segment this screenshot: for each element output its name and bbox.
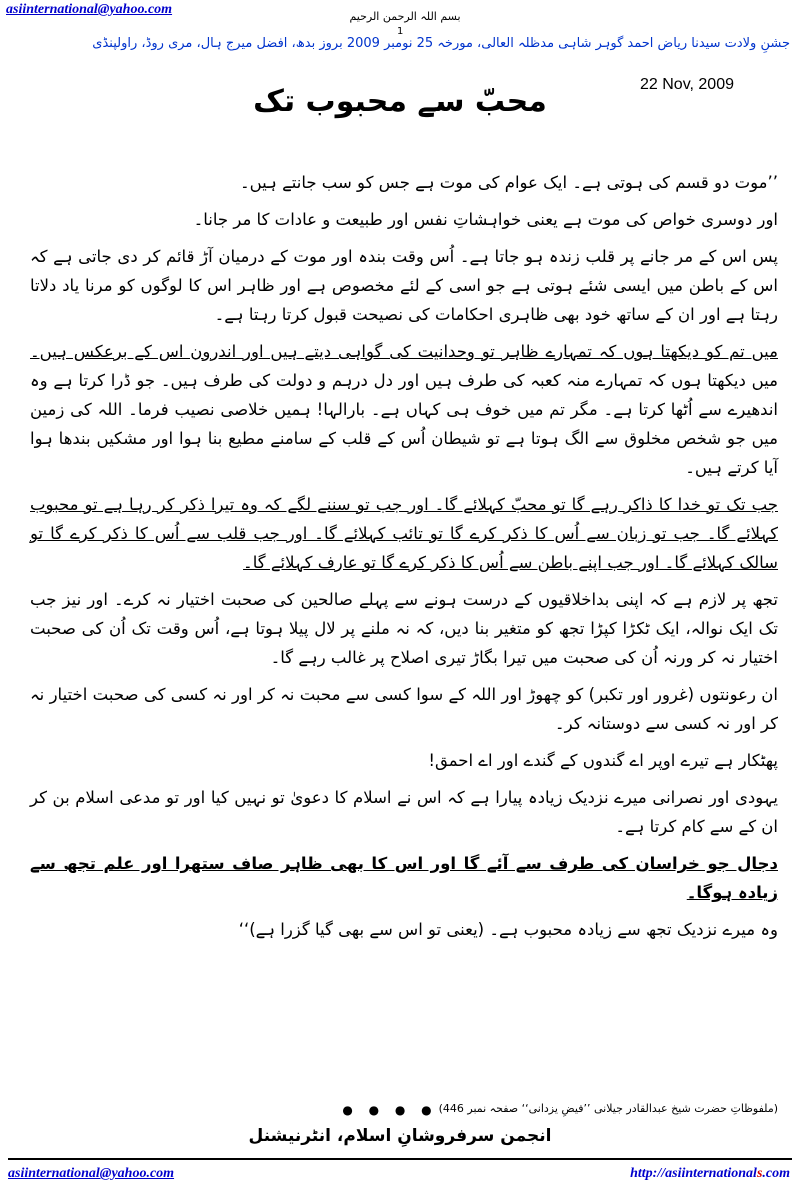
page-number: 1 [397, 26, 404, 37]
paragraph-8: پھٹکار ہے تیرے اوپر اے گندوں کے گندے اور اے احمق! [428, 751, 778, 770]
paragraph-5: جب تک تو خدا کا ذاکر رہے گا تو محبّ کہلائے گا۔ اور جب تو سننے لگے کہ وہ تیرا ذکر کر رہا ہے تو محبوب کہلائے گا۔ جب تو زبان سے اُس کا ذکر کرے گا تو تائب کہلائے گا۔ اور جب قلب سے اُس کا ذکر کرے گا تو سالک کہلائے گا۔ اور جب اپنے باطن سے اُس کا ذکر کرے گا تو عارف کہلائے گا۔ [30, 495, 778, 572]
occasion-line: جشنِ ولادت سیدنا ریاض احمد گوہر شاہی مدظلہ العالی، مورخہ 25 نومبر 2009 بروز بدھ، افضل میرج ہال، مری روڈ، راولپنڈی [92, 36, 790, 51]
footer-divider [8, 1158, 792, 1160]
paragraph-10: دجال جو خراسان کی طرف سے آئے گا اور اس کا بھی ظاہر صاف ستھرا اور علم تجھ سے زیادہ ہوگا۔ [30, 854, 778, 902]
paragraph-7: ان رعونتوں (غرور اور تکبر) کو چھوڑ اور اللہ کے سوا کسی سے محبت نہ کر اور نہ کسی کی صحبت اختیار نہ کر اور نہ کسی سے دوستانہ کر۔ [30, 685, 778, 733]
website-text-highlight: s [756, 1166, 763, 1181]
paragraph-4-underlined: میں تم کو دیکھتا ہوں کہ تمہارے ظاہر تو وحدانیت کی گواہی دیتے ہیں اور اندرون اس کے برعکس ہیں۔ [30, 342, 778, 361]
paragraph-9: یہودی اور نصرانی میرے نزدیک زیادہ پیارا ہے کہ اس نے اسلام کا دعویٰ تو نہیں کیا اور تو مدعی اسلام بن کر ان کے سے کام کرتا ہے۔ [30, 788, 778, 836]
footer-organization: انجمن سرفروشانِ اسلام، انٹرنیشنل [248, 1126, 552, 1146]
website-text-end: .com [762, 1166, 790, 1181]
page-title: محبّ سے محبوب تک [253, 84, 547, 119]
footer-website-link[interactable] [520, 1166, 790, 1182]
document-date: 22 Nov, 2009 [640, 76, 734, 93]
paragraph-11: وہ میرے نزدیک تجھ سے زیادہ محبوب ہے۔ (یعنی تو اس سے بھی گیا گزرا ہے)‘‘ [238, 920, 778, 939]
footer-email-link[interactable]: asiinternational@yahoo.com [8, 1166, 175, 1181]
paragraph-4-rest: میں دیکھتا ہوں کہ تمہارے منہ کعبہ کی طرف ہیں اور دل درہم و دولت کی طرف ہیں۔ جو ڈرا کرتا ہے وہ اندھیرے سے اُٹھا کرتا ہے۔ مگر تم میں خوف ہی کہاں ہے۔ بارالہا! ہمیں خلاصی نصیب فرما۔ اللہ کی زمین میں جو شخص مخلوق سے الگ ہوتا ہے تو شیطان اُس کے قلب کے سامنے مطیع بنا ہوا اور مشکیں بندھا ہوا آیا کرتے ہیں۔ [30, 371, 778, 477]
paragraph-6: تجھ پر لازم ہے کہ اپنی بداخلاقیوں کے درست ہونے سے پہلے صالحین کی صحبت اختیار نہ کرے۔ اور نیز جب تک ایک نوالہ، ایک ٹکڑا کپڑا تجھ کو متغیر بنا دیں، کہ نہ ملنے پر لال پیلا ہوتا ہے، اُس وقت تک اُن کی صحبت اختیار نہ کر ورنہ اُن کی صحبت میں تیرا بگاڑ تیری اصلاح پر غالب رہے گا۔ [30, 590, 778, 667]
paragraph-4 [30, 337, 778, 482]
website-text-start: http://asiinternational [630, 1166, 757, 1181]
article-body [30, 168, 778, 952]
paragraph-3: پس اس کے مر جانے پر قلب زندہ ہو جاتا ہے۔ اُس وقت بندہ اور موت کے درمیان آڑ قائم کر دی جاتی ہے کہ اس کے باطن میں ایسی شئے ہوتی ہے جو اسی کے لئے مخصوص ہے اور ظاہر اس کا لوگوں کو مرنا یاد دلاتا رہتا ہے اور ان کے ساتھ خود بھی ظاہری احکامات کی نصیحت قبول کرتا رہتا ہے۔ [30, 247, 778, 324]
bismillah-heading: بسم اللہ الرحمن الرحیم [349, 10, 461, 23]
header-email-link[interactable]: asiinternational@yahoo.com [6, 2, 173, 17]
paragraph-2: اور دوسری خواص کی موت ہے یعنی خواہشاتِ نفس اور طبیعت و عادات کا مر جانا۔ [193, 210, 778, 229]
paragraph-1: ’’موت دو قسم کی ہوتی ہے۔ ایک عوام کی موت ہے جس کو سب جانتے ہیں۔ [239, 173, 778, 192]
source-reference: (ملفوظاتِ حضرت شیخ عبدالقادر جیلانی ’’فیضِ یزدانی‘‘ صفحہ نمبر 446) [438, 1102, 778, 1115]
separator-dots: ● ● ● ● [342, 1103, 438, 1117]
